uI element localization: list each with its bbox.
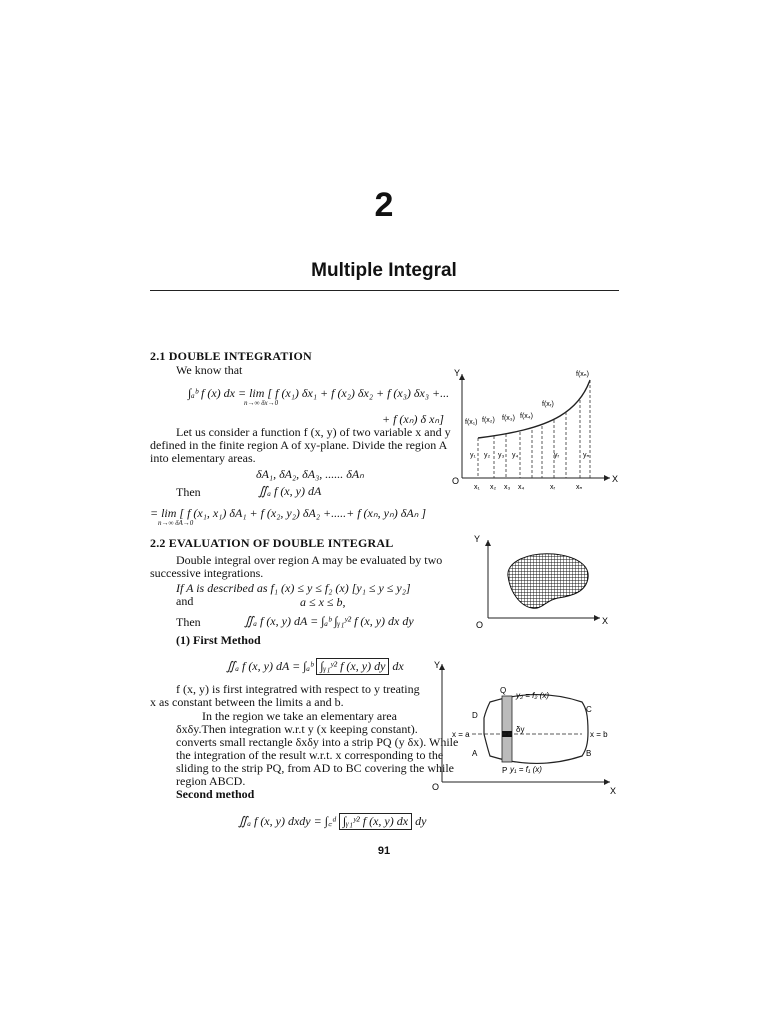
fig3-y-axis-label: Y: [434, 660, 441, 670]
equation-double-limit: = lim [ f (x₁, x₁) δA₁ + f (x₂, y₂) δA₂ +.....+ f (xₙ, yₙ) δAₙ ]: [150, 506, 427, 520]
fig1-curve-label: f(x₁): [465, 419, 478, 426]
second-method-equation: [238, 812, 426, 830]
fig3-point-b: B: [586, 749, 592, 758]
fig3-x-eq-b: x = b: [590, 730, 608, 739]
fig3-strip-pq: [502, 696, 512, 762]
fig3-x-axis-label: X: [610, 786, 617, 796]
fig3-point-q: Q: [500, 686, 507, 695]
first-method-equation-left: ∬ₐ f (x, y) dA = ∫ₐᵇ: [226, 659, 314, 673]
elementary-areas: δA₁, δA₂, δA₃, ...... δAₙ: [256, 467, 364, 481]
we-know-text: We know that: [176, 363, 243, 377]
section-2-2-para-line2: successive integrations.: [150, 566, 264, 580]
fig1-x-label: xₙ: [576, 484, 583, 491]
first-method-line5: converts small rectangle δxδy into a strip PQ (y δx). While: [176, 735, 459, 749]
fig2-y-arrow: [485, 540, 491, 546]
first-method-line3: In the region we take an elementary area: [202, 709, 397, 723]
fig1-curve-label: f(xᵣ): [542, 401, 554, 408]
and-label: and: [176, 594, 194, 608]
first-method-line4: δxδy.Then integration w.r.t y (x keeping constant).: [176, 722, 418, 736]
first-method-heading: (1) First Method: [176, 633, 261, 647]
fig3-origin-label: O: [432, 782, 440, 792]
equation-riemann-sum: ∫ₐᵇ f (x) dx = lim [ f (x₁) δx₁ + f (x₂) δx₂ + f (x₃) δx₃ +...: [188, 386, 450, 400]
fig1-x-axis-label: X: [612, 474, 619, 484]
fig3-point-c: C: [586, 705, 592, 714]
fig1-origin-label: O: [452, 476, 460, 486]
fig3-lower-curve-label: y₁ = f₁ (x): [510, 765, 542, 774]
equation-riemann-sum-end: + f (xₙ) δ xₙ]: [382, 412, 444, 426]
fig1-curve-label: f(x₂): [482, 417, 495, 424]
fig1-y-axis-label: Y: [454, 368, 461, 378]
second-method-heading: Second method: [176, 787, 255, 801]
fig1-curve-label: f(x₄): [520, 413, 533, 420]
fig3-upper-curve-label: y₂ = f₂ (x): [516, 691, 549, 700]
fig1-x-label: x₄: [518, 484, 525, 491]
fig1-y-label: yₙ: [583, 452, 590, 459]
fig2-x-arrow: [594, 615, 600, 621]
then-label-2: Then: [176, 615, 201, 629]
fig1-curve: [478, 380, 590, 438]
para1-line3: into elementary areas.: [150, 451, 256, 465]
chapter-title: Multiple Integral: [311, 260, 457, 281]
fig1-y-label: yᵣ: [554, 452, 560, 459]
fig3-point-a: A: [472, 749, 478, 758]
first-method-equation-right: dx: [392, 659, 404, 673]
equation-riemann-limit: n→∞ δx→0: [244, 399, 279, 407]
fig1-y-label: y₁: [470, 452, 476, 459]
chapter-number: 2: [374, 186, 394, 224]
first-method-equation-box: ∫ᵧ₁ʸ² f (x, y) dy: [316, 658, 389, 675]
second-method-equation-right: dy: [415, 814, 427, 828]
figure-riemann-strips: [440, 362, 630, 494]
section-2-1-heading: 2.1 DOUBLE INTEGRATION: [150, 349, 312, 363]
fig1-x-label: xᵣ: [550, 484, 556, 491]
fig1-x-label: x₃: [504, 484, 511, 491]
fig3-x-eq-a: x = a: [452, 730, 470, 739]
second-method-equation-box: ∫ᵧ₁ʸ² f (x, y) dx: [339, 813, 412, 830]
region-definition: If A is described as f₁ (x) ≤ y ≤ f₂ (x) [y₁ ≤ y ≤ y₂]: [176, 581, 411, 595]
fig3-point-p: P: [502, 766, 508, 775]
fig1-y-label: y₄: [512, 452, 519, 459]
fig1-x-label: x₂: [490, 484, 497, 491]
equation-double-integral: ∬ₐ f (x, y) dA: [258, 484, 322, 498]
then-label-1: Then: [176, 485, 201, 499]
first-method-line1: f (x, y) is first integratred with respect to y treating: [176, 682, 420, 696]
para1-line1: Let us consider a function f (x, y) of two variable x and y: [176, 425, 451, 439]
fig3-dy-label: δy: [516, 725, 525, 734]
equation-double-limit-sub: n→∞ δA→0: [158, 519, 194, 527]
equation-iterated-integral: ∬ₐ f (x, y) dA = ∫ₐᵇ ∫ᵧ₁ʸ² f (x, y) dx dy: [244, 614, 414, 628]
fig3-point-d: D: [472, 711, 478, 720]
fig1-curve-label: f(x₃): [502, 415, 515, 422]
x-range-condition: a ≤ x ≤ b,: [300, 595, 346, 609]
first-method-line2: x as constant between the limits a and b.: [150, 695, 344, 709]
fig3-region-abcd: [484, 695, 588, 764]
para1-line2: defined in the finite region A of xy-plane. Divide the region A: [150, 438, 448, 452]
first-method-equation: [226, 658, 404, 675]
fig1-x-label: x₁: [474, 484, 480, 491]
second-method-equation-left: ∬ₐ f (x, y) dxdy = ∫꜀ᵈ: [238, 814, 336, 828]
section-2-2-para-line1: Double integral over region A may be evaluated by two: [176, 553, 443, 567]
fig2-y-axis-label: Y: [474, 534, 481, 544]
fig2-origin-label: O: [476, 620, 484, 630]
page-number: 91: [377, 845, 391, 857]
fig1-y-label: y₃: [498, 452, 505, 459]
first-method-line8: region ABCD.: [176, 774, 246, 788]
section-2-2-heading: 2.2 EVALUATION OF DOUBLE INTEGRAL: [150, 536, 394, 550]
first-method-line6: the integration of the result w.r.t. x corresponding to the: [176, 748, 444, 762]
figure-region: [470, 532, 620, 632]
fig3-x-arrow: [604, 779, 610, 785]
fig1-y-label: y₂: [484, 452, 491, 459]
fig1-x-arrow: [604, 475, 610, 481]
fig1-curve-label: f(xₙ): [576, 371, 589, 378]
title-rule: [150, 290, 619, 291]
figure-strip-region: [432, 656, 628, 796]
fig2-x-axis-label: X: [602, 616, 609, 626]
first-method-line7: sliding to the strip PQ, from AD to BC covering the while: [176, 761, 454, 775]
fig2-region-shape: [508, 554, 588, 609]
fig1-ordinates: [478, 380, 590, 478]
